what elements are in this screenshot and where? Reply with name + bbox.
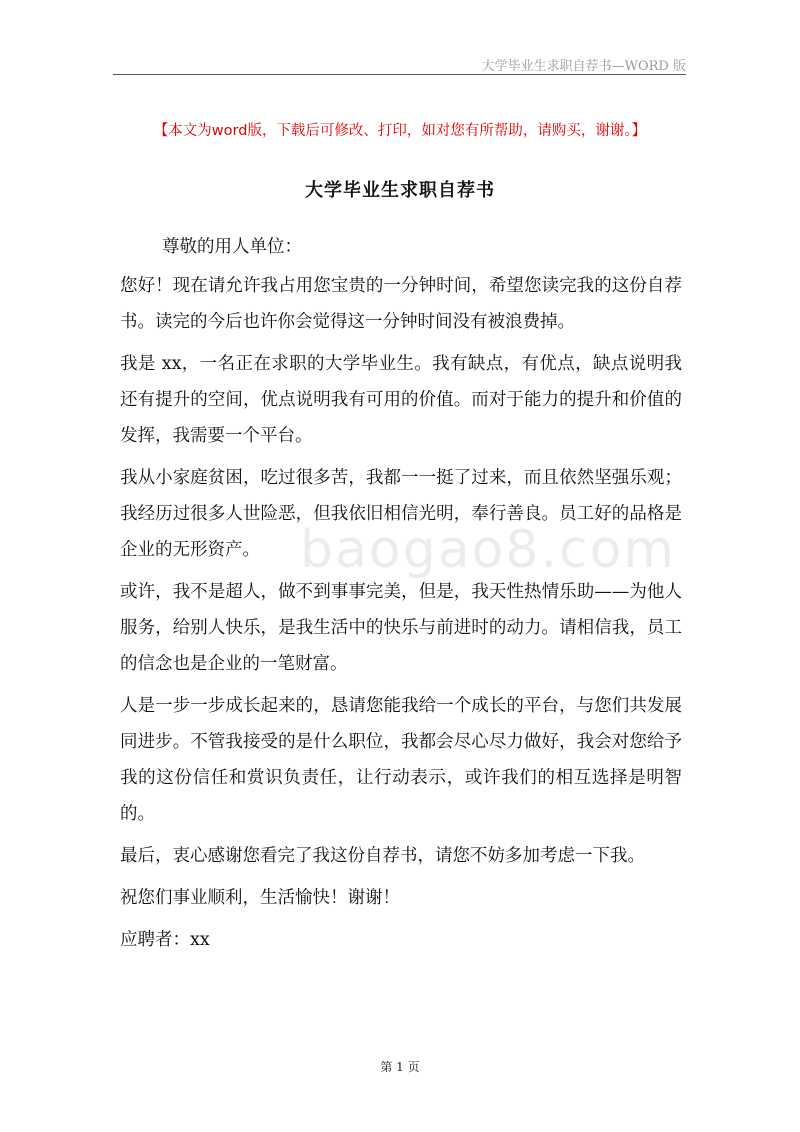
paragraph-6: 最后，衷心感谢您看完了我这份自荐书，请您不妨多加考虑一下我。	[120, 846, 645, 866]
header-divider	[113, 74, 686, 75]
paragraph-2: 我是 xx，一名正在求职的大学毕业生。我有缺点，有优点，缺点说明我还有提升的空间，优点说明我有可用的价值。而对于能力的提升和价值的发挥，我需要一个平台。	[120, 354, 682, 446]
paragraph-7: 祝您们事业顺利，生活愉快！谢谢！	[120, 888, 400, 908]
greeting: 尊敬的用人单位：	[162, 237, 302, 257]
paragraph-4: 或许，我不是超人，做不到事事完美，但是，我天性热情乐助——为他人服务，给别人快乐，是我生活中的快乐与前进时的动力。请相信我，员工的信念也是企业的一笔财富。	[120, 582, 682, 674]
purchase-notice: 【本文为word版，下载后可修改、打印，如对您有所帮助，请购买，谢谢。】	[153, 123, 647, 139]
page-header: 大学毕业生求职自荐书—WORD 版	[481, 59, 686, 74]
document-title: 大学毕业生求职自荐书	[305, 180, 495, 201]
signature-line: 应聘者：xx	[120, 930, 210, 950]
document-body	[120, 229, 682, 964]
page-number: 第 1 页	[380, 1060, 420, 1074]
paragraph-5: 人是一步一步成长起来的，恳请您能我给一个成长的平台，与您们共发展同进步。不管我接受的是什么职位，我都会尽心尽力做好，我会对您给予我的这份信任和赏识负责任，让行动表示，或许我们的相互选择是明智的。	[120, 696, 682, 824]
watermark: baogao8.com	[300, 520, 677, 580]
paragraph-3: 我从小家庭贫困，吃过很多苦，我都一一挺了过来，而且依然坚强乐观；我经历过很多人世险恶，但我依旧相信光明，奉行善良。员工好的品格是企业的无形资产。	[120, 468, 682, 560]
paragraph-1: 您好！现在请允许我占用您宝贵的一分钟时间，希望您读完我的这份自荐书。读完的今后也许你会觉得这一分钟时间没有被浪费掉。	[120, 276, 682, 332]
